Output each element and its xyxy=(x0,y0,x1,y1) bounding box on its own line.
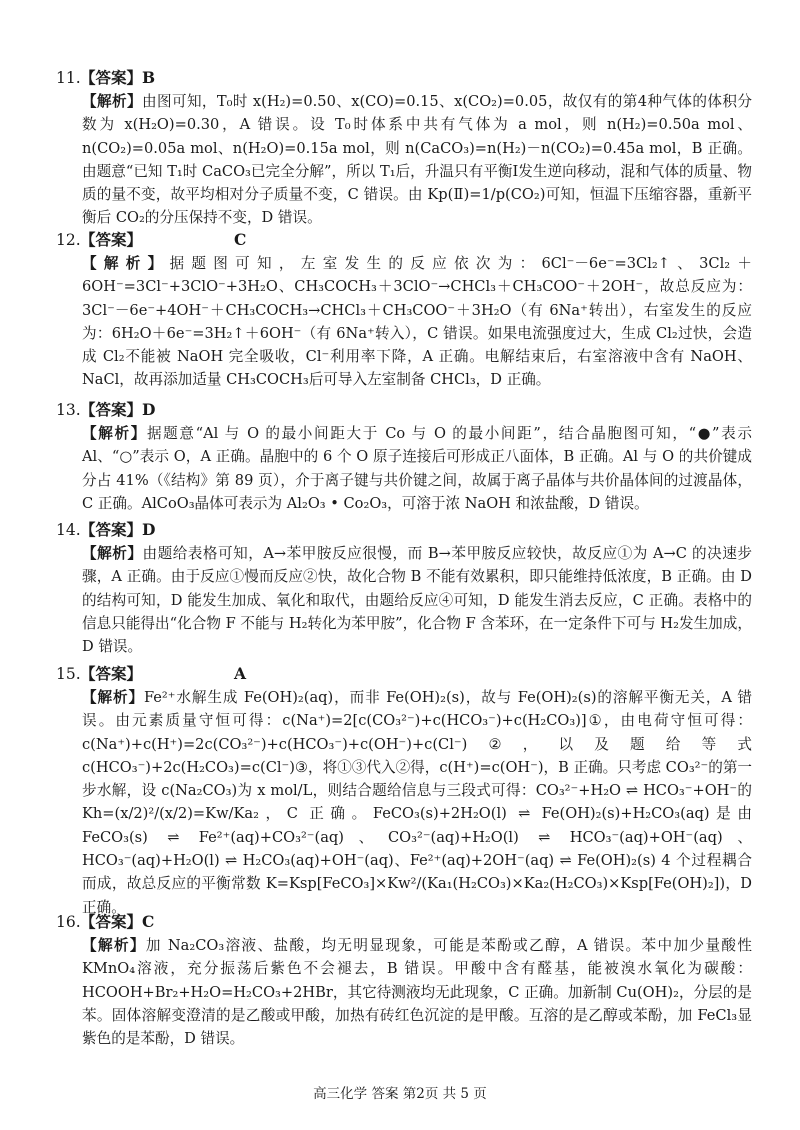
question-number: 12. xyxy=(56,231,81,249)
analysis-tag: 【解析】 xyxy=(82,425,147,442)
question-number: 15. xyxy=(56,665,81,683)
analysis-tag: 【解析】 xyxy=(82,93,142,110)
question-13-analysis xyxy=(82,422,752,515)
analysis-tag: 【解析】 xyxy=(82,689,144,706)
question-11-analysis xyxy=(82,90,752,230)
question-16-header xyxy=(56,910,154,934)
question-12-analysis xyxy=(82,252,752,392)
analysis-text: 据题图可知，左室发生的反应依次为：6Cl⁻－6e⁻=3Cl₂↑、3Cl₂＋6OH⁻=3Cl⁻+3ClO⁻+3H₂O、CH₃COCH₃＋3ClO⁻→CHCl₃＋CH₃COO⁻＋2OH⁻，故总反应为：3Cl⁻－6e⁻+4OH⁻＋CH₃COCH₃→CHCl₃＋CH₃COO⁻＋3H₂O（有 6Na⁺转出），右室发生的反应为：6H₂O＋6e⁻=3H₂↑＋6OH⁻（有 6Na⁺转入），C 错误。如果电流强度过大，生成 Cl₂过快，会造成 Cl₂不能被 NaOH 完全吸收，Cl⁻利用率下降，A 正确。电解结束后，右室溶液中含有 NaOH、NaCl，故再添加适量 CH₃COCH₃后可导入左室制备 CHCl₃，D 正确。 xyxy=(82,255,752,389)
analysis-tag: 【解析】 xyxy=(82,937,146,954)
analysis-text: 加 Na₂CO₃溶液、盐酸，均无明显现象，可能是苯酚或乙醇，A 错误。苯中加少量酸性 KMnO₄溶液，充分振荡后紫色不会褪去，B 错误。甲酸中含有醛基，能被溴水氧化为碳酸：HCOOH+Br₂+H₂O=H₂CO₃+2HBr，其它待测液均无此现象，C 正确。加新制 Cu(OH)₂，分层的是苯。固体溶解变澄清的是乙酸或甲酸，加热有砖红色沉淀的是甲酸。互溶的是乙醇或苯酚，加 FeCl₃显紫色的是苯酚，D 错误。 xyxy=(82,937,752,1048)
answer-value: C xyxy=(234,230,247,249)
page-footer: 高三化学 答案 第2页 共 5 页 xyxy=(313,1086,487,1102)
question-number: 14. xyxy=(56,521,81,539)
question-15-header xyxy=(56,662,246,686)
question-number: 16. xyxy=(56,913,81,931)
question-11-header xyxy=(56,66,155,90)
question-13-header xyxy=(56,398,155,422)
answer-value: A xyxy=(234,664,247,683)
answer-value: D xyxy=(142,520,156,539)
analysis-text: 由题给表格可知，A→苯甲胺反应很慢，而 B→苯甲胺反应较快，故反应①为 A→C 的决速步骤，A 正确。由于反应①慢而反应②快，故化合物 B 不能有效累积，即只能维持低浓度，B 正确。由 D 的结构可知，D 能发生加成、氧化和取代，由题给反应④可知，D 能发生消去反应，C 正确。表格中的信息只能得出“化合物 F 不能与 H₂转化为苯甲胺”，化合物 F 含苯环，在一定条件下可与 H₂发生加成，D 错误。 xyxy=(82,545,752,656)
analysis-text: 据题意“Al 与 O 的最小间距大于 Co 与 O 的最小间距”，结合晶胞图可知，“●”表示 Al、“○”表示 O，A 正确。晶胞中的 6 个 O 原子连接后可形成正八面体，B 正确。Al 与 O 的共价键成分占 41%（《结构》第 89 页），介于离子键与共价键之间，故属于离子晶体与共价晶体间的过渡晶体，C 正确。AlCoO₃晶体可表示为 Al₂O₃ • Co₂O₃，可溶于浓 NaOH 和浓盐酸，D 错误。 xyxy=(82,425,752,512)
answer-tag: 【答案】 xyxy=(80,664,143,683)
answer-value: D xyxy=(142,400,156,419)
answer-tag: 【答案】 xyxy=(80,230,143,249)
answer-tag: 【答案】 xyxy=(80,400,143,419)
answer-tag: 【答案】 xyxy=(80,520,143,539)
question-14-header xyxy=(56,518,155,542)
analysis-tag: 【解析】 xyxy=(82,545,143,562)
answer-value: C xyxy=(142,912,155,931)
question-14-analysis xyxy=(82,542,752,658)
analysis-text: 由图可知，T₀时 x(H₂)=0.50、x(CO)=0.15、x(CO₂)=0.05，故仅有的第4种气体的体积分数为 x(H₂O)=0.30，A 错误。设 T₀时体系中共有气体为 a mol，则 n(H₂)=0.50a mol、n(CO₂)=0.05a mol、n(H₂O)=0.15a mol，则 n(CaCO₃)=n(H₂)－n(CO₂)=0.45a mol，B 正确。由题意“已知 T₁时 CaCO₃已完全分解”，所以 T₁后，升温只有平衡Ⅰ发生逆向移动，混和气体的质量、物质的量不变，故平均相对分子质量不变，C 错误。由 Kp(Ⅱ)=1/p(CO₂)可知，恒温下压缩容器，重新平衡后 CO₂的分压保持不变，D 错误。 xyxy=(82,93,752,227)
question-number: 11. xyxy=(56,69,81,87)
question-16-analysis xyxy=(82,934,752,1050)
analysis-tag: 【解析】 xyxy=(82,255,170,272)
question-number: 13. xyxy=(56,401,81,419)
answer-value: B xyxy=(142,68,156,87)
answer-tag: 【答案】 xyxy=(80,68,143,87)
analysis-text: Fe²⁺水解生成 Fe(OH)₂(aq)，而非 Fe(OH)₂(s)，故与 Fe(OH)₂(s)的溶解平衡无关，A 错误。由元素质量守恒可得：c(Na⁺)=2[c(CO₃²⁻)+c(HCO₃⁻)+c(H₂CO₃)]①，由电荷守恒可得：c(Na⁺)+c(H⁺)=2c(CO₃²⁻)+c(HCO₃⁻)+c(OH⁻)+c(Cl⁻)②，以及题给等式 c(HCO₃⁻)+2c(H₂CO₃)=c(Cl⁻)③，将①③代入②得，c(H⁺)=c(OH⁻)，B 正确。只考虑 CO₃²⁻的第一步水解，设 c(Na₂CO₃)为 x mol/L，则结合题给信息与三段式可得：CO₃²⁻+H₂O ⇌ HCO₃⁻+OH⁻的 Kh=(x/2)²/(x/2)=Kw/Ka₂，C 正确。FeCO₃(s)+2H₂O(l) ⇌ Fe(OH)₂(s)+H₂CO₃(aq)是由 FeCO₃(s) ⇌ Fe²⁺(aq)+CO₃²⁻(aq)、CO₃²⁻(aq)+H₂O(l) ⇌ HCO₃⁻(aq)+OH⁻(aq)、HCO₃⁻(aq)+H₂O(l) ⇌ H₂CO₃(aq)+OH⁻(aq)、Fe²⁺(aq)+2OH⁻(aq) ⇌ Fe(OH)₂(s) 4 个过程耦合而成，故总反应的平衡常数 K=Ksp[FeCO₃]×Kw²/(Ka₁(H₂CO₃)×Ka₂(H₂CO₃)×Ksp[Fe(OH)₂])，D 正确。 xyxy=(82,689,753,916)
question-12-header xyxy=(56,228,246,252)
answer-tag: 【答案】 xyxy=(80,912,143,931)
question-15-analysis xyxy=(82,686,752,919)
